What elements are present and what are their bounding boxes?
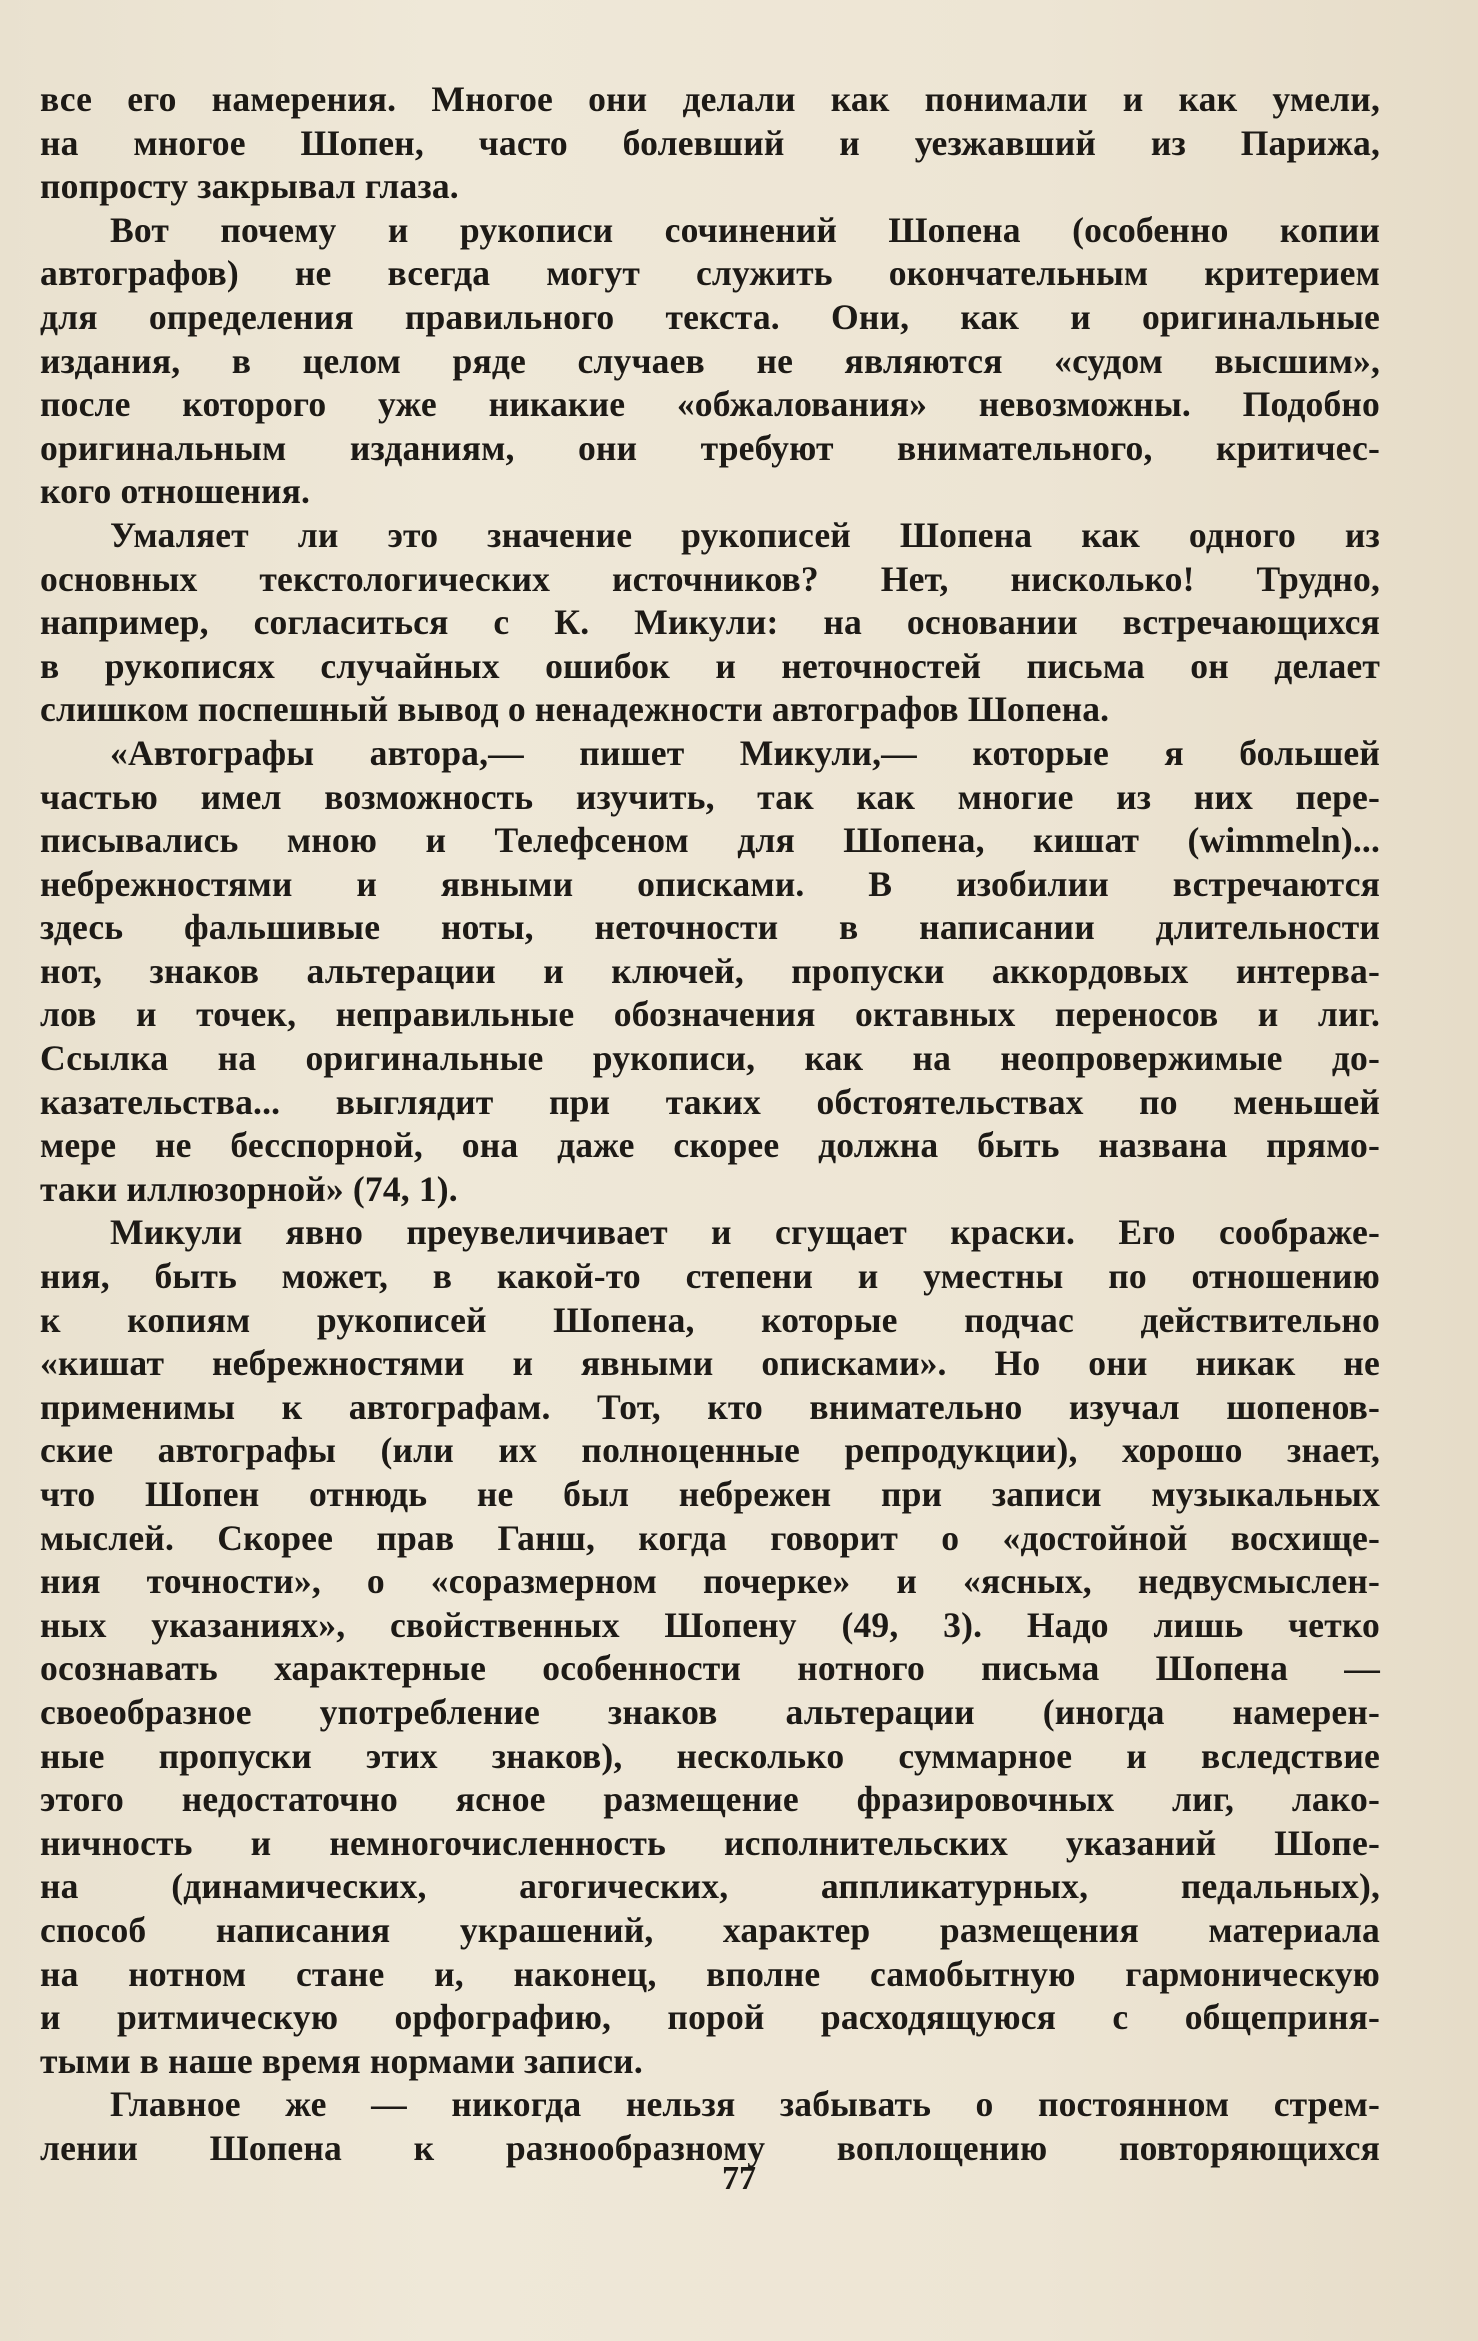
text-line: оригинальным изданиям, они требуют внимательного, критичес- — [40, 427, 1380, 468]
text-line: казательства... выглядит при таких обстоятельствах по меньшей — [40, 1081, 1380, 1122]
text-line: осознавать характерные особенности нотного письма Шопена — — [40, 1648, 1380, 1689]
text-line: «кишат небрежностями и явными описками». Но они никак не — [40, 1343, 1380, 1384]
text-line: что Шопен отнюдь не был небрежен при записи музыкальных — [40, 1474, 1380, 1514]
text-line: после которого уже никакие «обжалования» невозможны. Подобно — [40, 384, 1380, 425]
text-line: ния точности», о «соразмерном почерке» и «ясных, недвусмыслен- — [40, 1561, 1380, 1602]
text-line: лении Шопена к разнообразному воплощению повторяющихся — [40, 2127, 1380, 2168]
text-line: на (динамических, агогических, аппликатурных, педальных), — [40, 1866, 1380, 1907]
page-number: 77 — [722, 2160, 756, 2197]
text-line: Умаляет ли это значение рукописей Шопена как одного из — [110, 514, 1380, 555]
text-line: ные пропуски этих знаков), несколько суммарное и вследствие — [40, 1735, 1380, 1776]
text-line: применимы к автографам. Тот, кто внимательно изучал шопенов- — [40, 1386, 1380, 1427]
text-line: писывались мною и Телефсеном для Шопена, кишат (wimmeln)... — [40, 820, 1380, 861]
text-line: частью имел возможность изучить, так как многие из них пере- — [40, 776, 1380, 817]
text-line: автографов) не всегда могут служить окончательным критерием — [40, 253, 1380, 294]
text-line: ния, быть может, в какой-то степени и уместны по отношению — [40, 1256, 1380, 1297]
text-line: на многое Шопен, часто болевший и уезжавший из Парижа, — [40, 122, 1380, 163]
text-line: основных текстологических источников? Нет, нисколько! Трудно, — [40, 558, 1380, 599]
text-line: тыми в наше время нормами записи. — [40, 2040, 643, 2081]
text-line: Микули явно преувеличивает и сгущает краски. Его соображе- — [110, 1212, 1380, 1253]
text-line: ничность и немногочисленность исполнительских указаний Шопе- — [40, 1822, 1380, 1863]
text-line: издания, в целом ряде случаев не являются «судом высшим», — [40, 340, 1380, 381]
text-line: попросту закрывал глаза. — [40, 166, 459, 207]
text-line: лов и точек, неправильные обозначения октавных переносов и лиг. — [40, 994, 1380, 1035]
text-line: кого отношения. — [40, 471, 311, 512]
text-line: «Автографы автора,— пишет Микули,— которые я большей — [110, 732, 1380, 773]
body-text — [40, 78, 1380, 2171]
text-line: небрежностями и явными описками. В изобилии встречаются — [40, 863, 1380, 904]
text-line: для определения правильного текста. Они, как и оригинальные — [40, 296, 1380, 337]
text-line: Вот почему и рукописи сочинений Шопена (особенно копии — [110, 209, 1380, 250]
text-line: своеобразное употребление знаков альтерации (иногда намерен- — [40, 1691, 1380, 1732]
text-line: мыслей. Скорее прав Ганш, когда говорит о «достойной восхище- — [40, 1517, 1380, 1558]
text-line: например, согласиться с К. Микули: на основании встречающихся — [40, 602, 1380, 643]
text-line: ных указаниях», свойственных Шопену (49, 3). Надо лишь четко — [40, 1604, 1380, 1645]
text-line: к копиям рукописей Шопена, которые подчас действительно — [40, 1299, 1380, 1340]
text-line: и ритмическую орфографию, порой расходящуюся с общеприня- — [40, 1997, 1380, 2038]
text-line: способ написания украшений, характер размещения материала — [40, 1909, 1380, 1950]
text-line: ские автографы (или их полноценные репродукции), хорошо знает, — [40, 1430, 1380, 1471]
text-line: Главное же — никогда нельзя забывать о постоянном стрем- — [110, 2084, 1380, 2125]
text-line: здесь фальшивые ноты, неточности в написании длительности — [40, 907, 1380, 948]
text-line: Ссылка на оригинальные рукописи, как на неопровержимые до- — [40, 1038, 1380, 1079]
text-line: нот, знаков альтерации и ключей, пропуски аккордовых интерва- — [40, 950, 1380, 991]
text-line: этого недостаточно ясное размещение фразировочных лиг, лако- — [40, 1779, 1380, 1820]
text-line: на нотном стане и, наконец, вполне самобытную гармоническую — [40, 1953, 1380, 1994]
text-line: мере не бесспорной, она даже скорее должна быть названа прямо- — [40, 1125, 1380, 1166]
text-line: в рукописях случайных ошибок и неточностей письма он делает — [40, 645, 1380, 686]
text-line: слишком поспешный вывод о ненадежности автографов Шопена. — [40, 689, 1110, 730]
text-line: все его намерения. Многое они делали как понимали и как умели, — [40, 79, 1380, 119]
text-line: таки иллюзорной» (74, 1). — [40, 1168, 458, 1209]
